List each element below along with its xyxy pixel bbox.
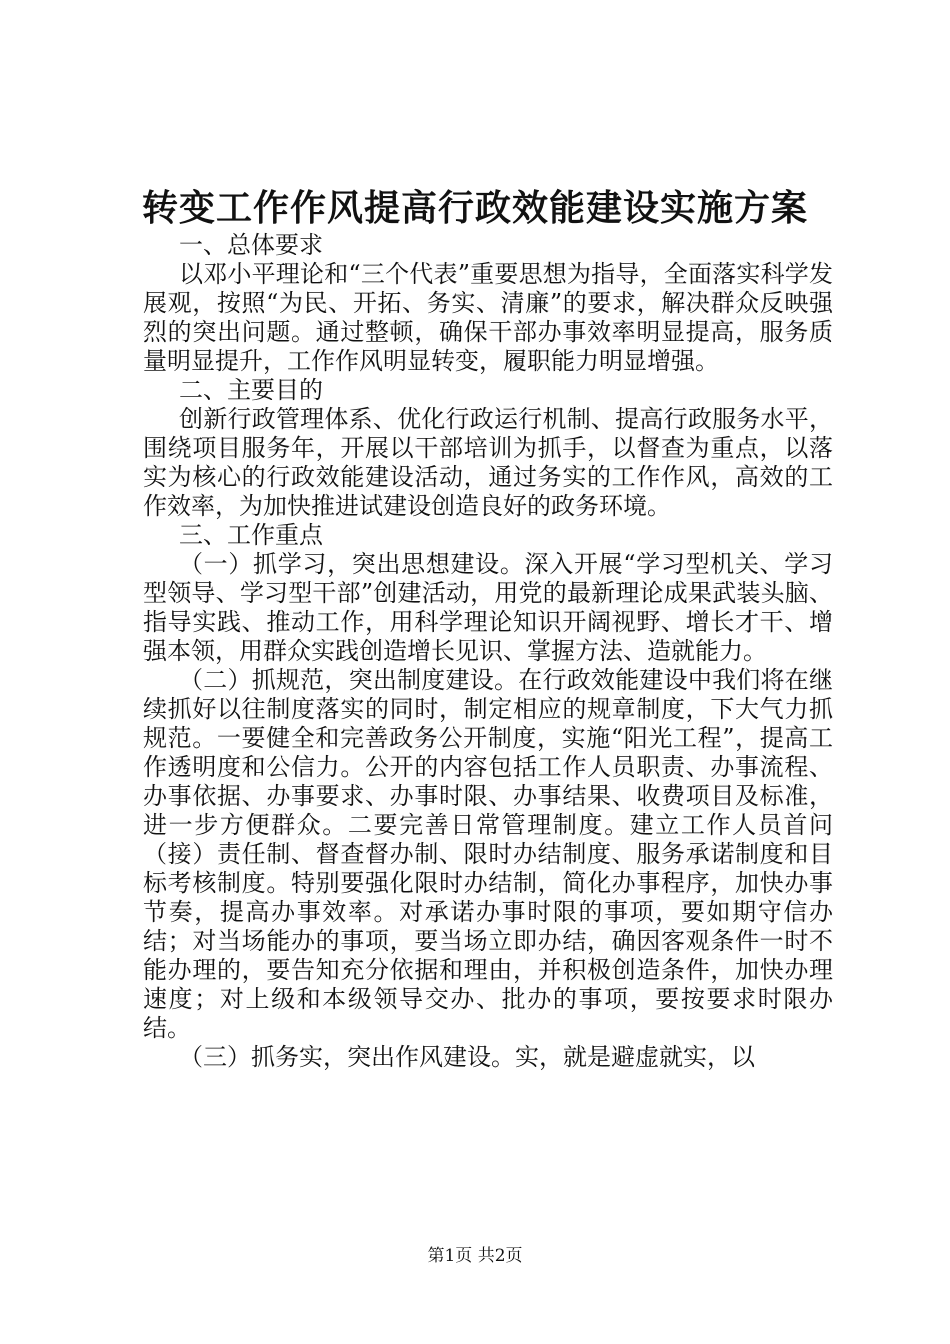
paragraph-focus-standards: （二）抓规范，突出制度建设。在行政效能建设中我们将在继续抓好以往制度落实的同时，制定相应的规章制度，下大气力抓规范。一要健全和完善政务公开制度，实施“阳光工程”，提高工作透明度和公信力。公开的内容包括工作人员职责、办事流程、办事依据、办事要求、办事时限、办事结果、收费项目及标准，进一步方便群众。二要完善日常管理制度。建立工作人员首问（接）责任制、督查督办制、限时办结制度、服务承诺制度和目标考核制度。特别要强化限时办结制，简化办事程序，加快办事节奏，提高办事效率。对承诺办事时限的事项，要如期守信办结；对当场能办的事项，要当场立即办结，确因客观条件一时不能办理的，要告知充分依据和理由，并积极创造条件，加快办理速度；对上级和本级领导交办、批办的事项，要按要求时限办结。	[143, 666, 833, 1042]
section-heading-work-focus: 三、工作重点	[179, 521, 323, 549]
section-heading-main-purpose: 二、主要目的	[179, 376, 323, 404]
paragraph-main-purpose: 创新行政管理体系、优化行政运行机制、提高行政服务水平，围绕项目服务年，开展以干部培训为抓手，以督查为重点，以落实为核心的行政效能建设活动，通过务实的工作作风，高效的工作效率，为加快推进试建设创造良好的政务环境。	[143, 405, 833, 520]
paragraph-focus-study: （一）抓学习，突出思想建设。深入开展“学习型机关、学习型领导、学习型干部”创建活动，用党的最新理论成果武装头脑、指导实践、推动工作，用科学理论知识开阔视野、增长才干、增强本领，用群众实践创造增长见识、掌握方法、造就能力。	[143, 550, 833, 665]
page-number-footer: 第1页 共2页	[427, 1246, 523, 1266]
document-body	[143, 231, 833, 1072]
document-title: 转变工作作风提高行政效能建设实施方案	[141, 187, 808, 229]
paragraph-overall-requirements: 以邓小平理论和“三个代表”重要思想为指导，全面落实科学发展观，按照“为民、开拓、务实、清廉”的要求，解决群众反映强烈的突出问题。通过整顿，确保干部办事效率明显提高，服务质量明显提升，工作作风明显转变，履职能力明显增强。	[143, 260, 833, 375]
section-heading-overall-requirements: 一、总体要求	[179, 231, 323, 259]
paragraph-focus-pragmatism: （三）抓务实，突出作风建设。实，就是避虚就实，以	[179, 1043, 755, 1071]
